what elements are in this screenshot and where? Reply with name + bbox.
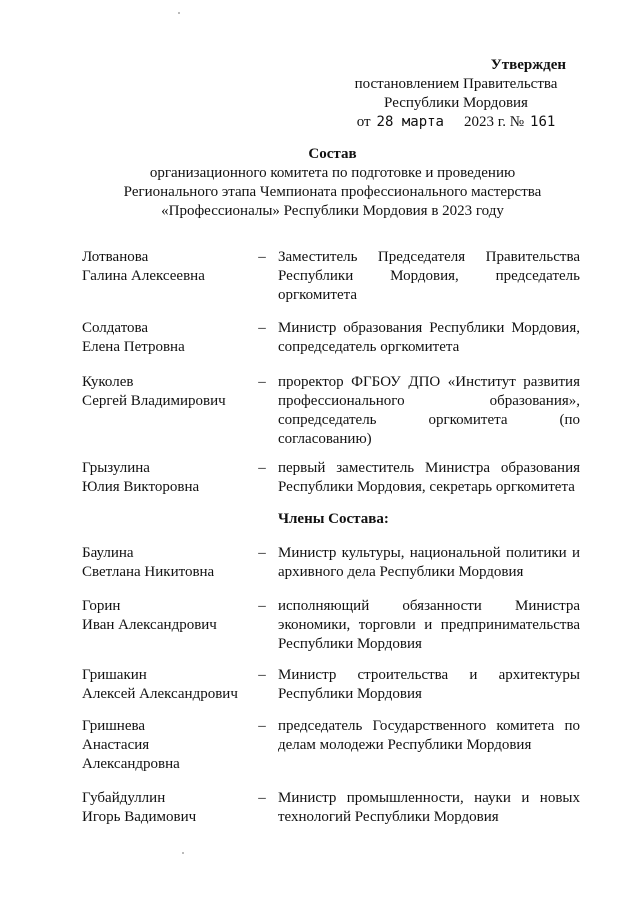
dash-separator: –	[258, 667, 266, 683]
person-role: Министр культуры, национальной политики и архивного дела Республики Мордовия	[278, 545, 580, 580]
person-name	[82, 544, 252, 582]
person-role: Министр промышленности, науки и новых технологий Республики Мордовия	[278, 790, 580, 825]
person-given: Сергей Владимирович	[82, 393, 226, 409]
person-given: Анастасия	[82, 737, 150, 753]
person-surname: Лотванова	[82, 249, 149, 265]
approval-date-prefix: от	[356, 114, 371, 130]
person-given: Игорь Вадимович	[82, 809, 197, 825]
person-name	[82, 319, 252, 357]
scan-speck	[182, 852, 184, 854]
person-surname: Баулина	[82, 545, 134, 561]
dash-separator: –	[258, 545, 266, 561]
scan-speck	[178, 12, 180, 14]
person-surname: Грызулина	[82, 460, 150, 476]
person-name	[82, 789, 252, 827]
person-role: председатель Государственного комитета по делам молодежи Республики Мордовия	[278, 718, 580, 753]
dash-separator: –	[258, 320, 266, 336]
person-name	[82, 459, 252, 497]
approval-line-1: постановлением Правительства	[354, 76, 558, 92]
person-name	[82, 666, 252, 704]
heading-line-3: «Профессионалы» Республики Мордовия в 2023 году	[161, 203, 504, 219]
dash-separator: –	[258, 374, 266, 390]
dash-separator: –	[258, 790, 266, 806]
person-given: Галина Алексеевна	[82, 268, 205, 284]
person-role: исполняющий обязанности Министра экономики, торговли и предпринимательства Республики Мордовия	[278, 598, 580, 652]
approval-date-handwritten: 28 марта	[376, 114, 444, 130]
approval-date-line	[336, 113, 576, 132]
person-name	[82, 373, 252, 411]
heading-title: Состав	[308, 146, 357, 162]
person-name	[82, 597, 252, 635]
person-given: Елена Петровна	[82, 339, 185, 355]
dash-separator: –	[258, 598, 266, 614]
dash-separator: –	[258, 249, 266, 265]
person-given-continued: Александровна	[82, 756, 180, 772]
person-name	[82, 717, 252, 774]
person-surname: Губайдуллин	[82, 790, 166, 806]
person-surname: Горин	[82, 598, 121, 614]
approval-stamp-block	[336, 56, 576, 132]
person-role: Министр образования Республики Мордовия, сопредседатель оргкомитета	[278, 320, 580, 355]
dash-separator: –	[258, 718, 266, 734]
person-surname: Солдатова	[82, 320, 149, 336]
approval-year: 2023 г. №	[463, 114, 525, 130]
person-role: первый заместитель Министра образования Республики Мордовия, секретарь оргкомитета	[278, 460, 580, 495]
person-role: проректор ФГБОУ ДПО «Институт развития профессионального образования», сопредседатель оргкомитета (по согласованию)	[278, 374, 580, 447]
person-name	[82, 248, 252, 286]
approval-number-handwritten: 161	[530, 114, 556, 130]
person-surname: Куколев	[82, 374, 134, 390]
person-given: Иван Александрович	[82, 617, 217, 633]
person-surname: Гришакин	[82, 667, 147, 683]
heading-line-2: Регионального этапа Чемпионата профессионального мастерства	[123, 184, 542, 200]
person-given: Светлана Никитовна	[82, 564, 215, 580]
person-surname: Гришнева	[82, 718, 146, 734]
person-role: Заместитель Председателя Правительства Республики Мордовия, председатель оргкомитета	[278, 249, 580, 303]
person-given: Алексей Александрович	[82, 686, 238, 702]
heading-line-1: организационного комитета по подготовке и проведению	[149, 165, 516, 181]
approval-line-2: Республики Мордовия	[384, 95, 528, 111]
approval-title: Утвержден	[490, 57, 566, 73]
dash-separator: –	[258, 460, 266, 476]
person-role: Министр строительства и архитектуры Республики Мордовия	[278, 667, 580, 702]
members-heading: Члены Состава:	[278, 511, 389, 527]
document-heading	[100, 145, 565, 221]
person-given: Юлия Викторовна	[82, 479, 200, 495]
